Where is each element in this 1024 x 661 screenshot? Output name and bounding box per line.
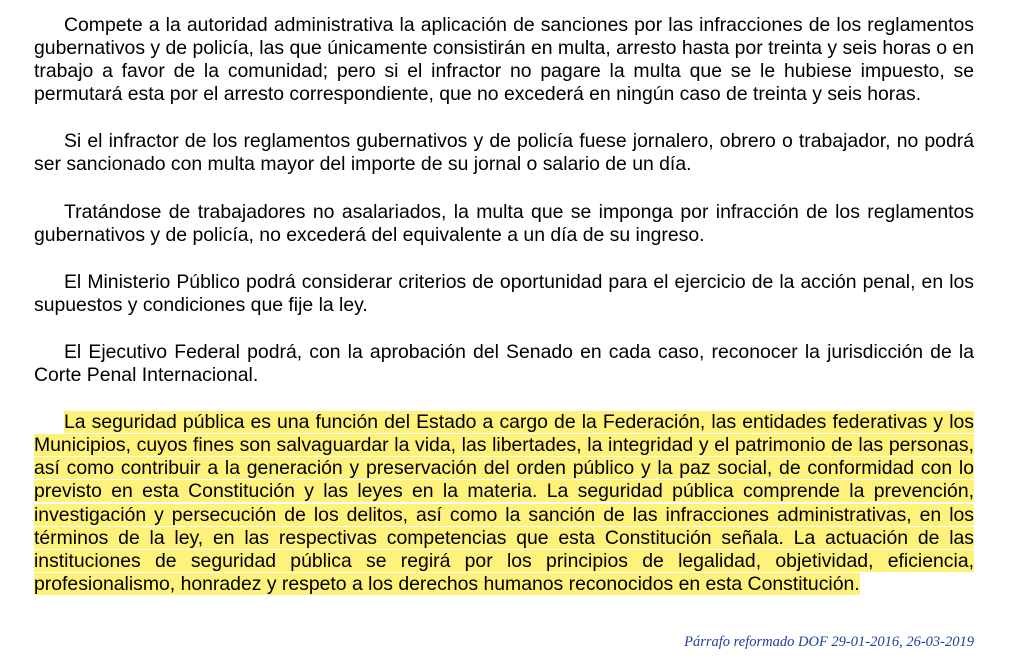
paragraph-infractor-jornalero: Si el infractor de los reglamentos gubernativos y de policía fuese jornalero, obrero o trabajador, no podrá ser sancionado con multa mayor del importe de su jornal o salario de un día. — [34, 130, 974, 176]
paragraph-corte-penal-internacional: El Ejecutivo Federal podrá, con la aprobación del Senado en cada caso, reconocer la jurisdicción de la Corte Penal Internacional. — [34, 340, 974, 387]
paragraph-trabajadores-no-asalariados: Tratándose de trabajadores no asalariados, la multa que se imponga por infracción de los reglamentos gubernativos y de policía, no excederá del equivalente a un día de su ingreso. — [34, 200, 974, 246]
paragraph-ministerio-publico: El Ministerio Público podrá considerar criterios de oportunidad para el ejercicio de la acción penal, en los supuestos y condiciones que fije la ley. — [34, 270, 974, 316]
paragraph-sanciones-administrativas: Compete a la autoridad administrativa la aplicación de sanciones por las infracciones de los reglamentos gubernativos y de policía, las que únicamente consistirán en multa, arresto hasta por treinta y seis horas o en trabajo a favor de la comunidad; pero si el infractor no pagare la multa que se le hubiese impuesto, se permutará esta por el arresto correspondiente, que no excederá en ningún caso de treinta y seis horas. — [34, 14, 974, 106]
paragraph-seguridad-publica — [34, 411, 974, 596]
document-body — [34, 14, 974, 596]
highlighted-text: La seguridad pública es una función del Estado a cargo de la Federación, las entidades federativas y los Municipios, cuyos fines son salvaguardar la vida, las libertades, la integridad y el patrimonio de las personas, así como contribuir a la generación y preservación del orden público y la paz social, de conformidad con lo previsto en esta Constitución y las leyes en la materia. La seguridad pública comprende la prevención, investigación y persecución de los delitos, así como la sanción de las infracciones administrativas, en los términos de la ley, en las respectivas competencias que esta Constitución señala. La actuación de las instituciones de seguridad pública se regirá por los principios de legalidad, objetividad, eficiencia, profesionalismo, honradez y respeto a los derechos humanos reconocidos en esta Constitución. — [34, 411, 974, 595]
reform-note: Párrafo reformado DOF 29-01-2016, 26-03-2019 — [684, 634, 974, 650]
